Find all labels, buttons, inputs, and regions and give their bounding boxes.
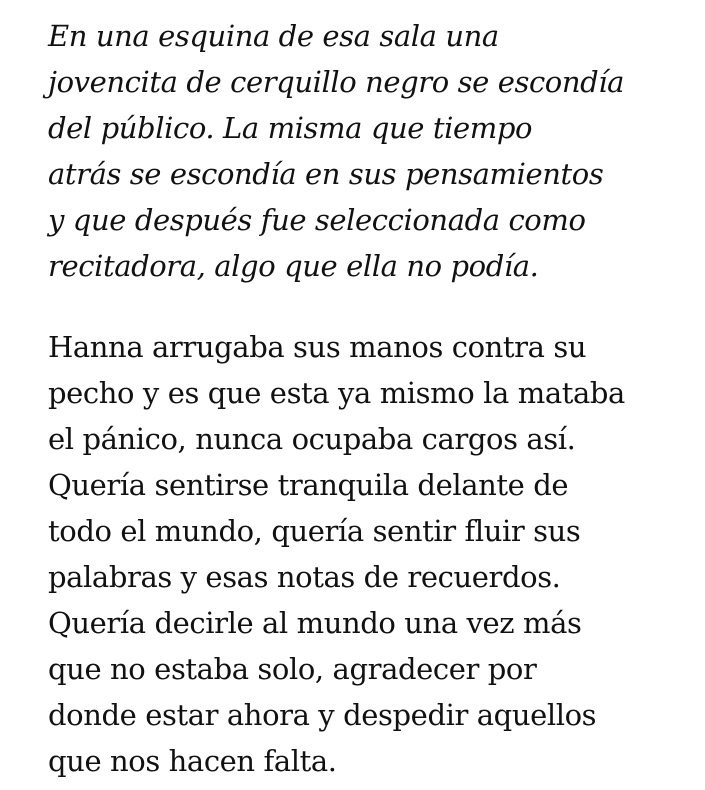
- text-line: y que después fue seleccionada como: [48, 203, 586, 237]
- paragraph-italic: [48, 13, 624, 289]
- text-line: que nos hacen falta.: [48, 744, 337, 778]
- text-line: Hanna arrugaba sus manos contra su: [48, 330, 587, 364]
- text-line: donde estar ahora y despedir aquellos: [48, 698, 597, 732]
- text-line: pecho y es que esta ya mismo la mataba: [48, 376, 625, 410]
- text-line: todo el mundo, quería sentir fluir sus: [48, 514, 581, 548]
- text-line: Quería sentirse tranquila delante de: [48, 468, 569, 502]
- paragraph-body: [48, 324, 625, 784]
- text-line: atrás se escondía en sus pensamientos: [48, 157, 604, 191]
- text-line: palabras y esas notas de recuerdos.: [48, 560, 561, 594]
- text-line: recitadora, algo que ella no podía.: [48, 249, 539, 283]
- text-line: Quería decirle al mundo una vez más: [48, 606, 582, 640]
- text-line: del público. La misma que tiempo: [48, 111, 533, 145]
- text-line: el pánico, nunca ocupaba cargos así.: [48, 422, 576, 456]
- text-line: que no estaba solo, agradecer por: [48, 652, 537, 686]
- text-line: jovencita de cerquillo negro se escondía: [48, 65, 625, 99]
- text-line: En una esquina de esa sala una: [48, 19, 499, 53]
